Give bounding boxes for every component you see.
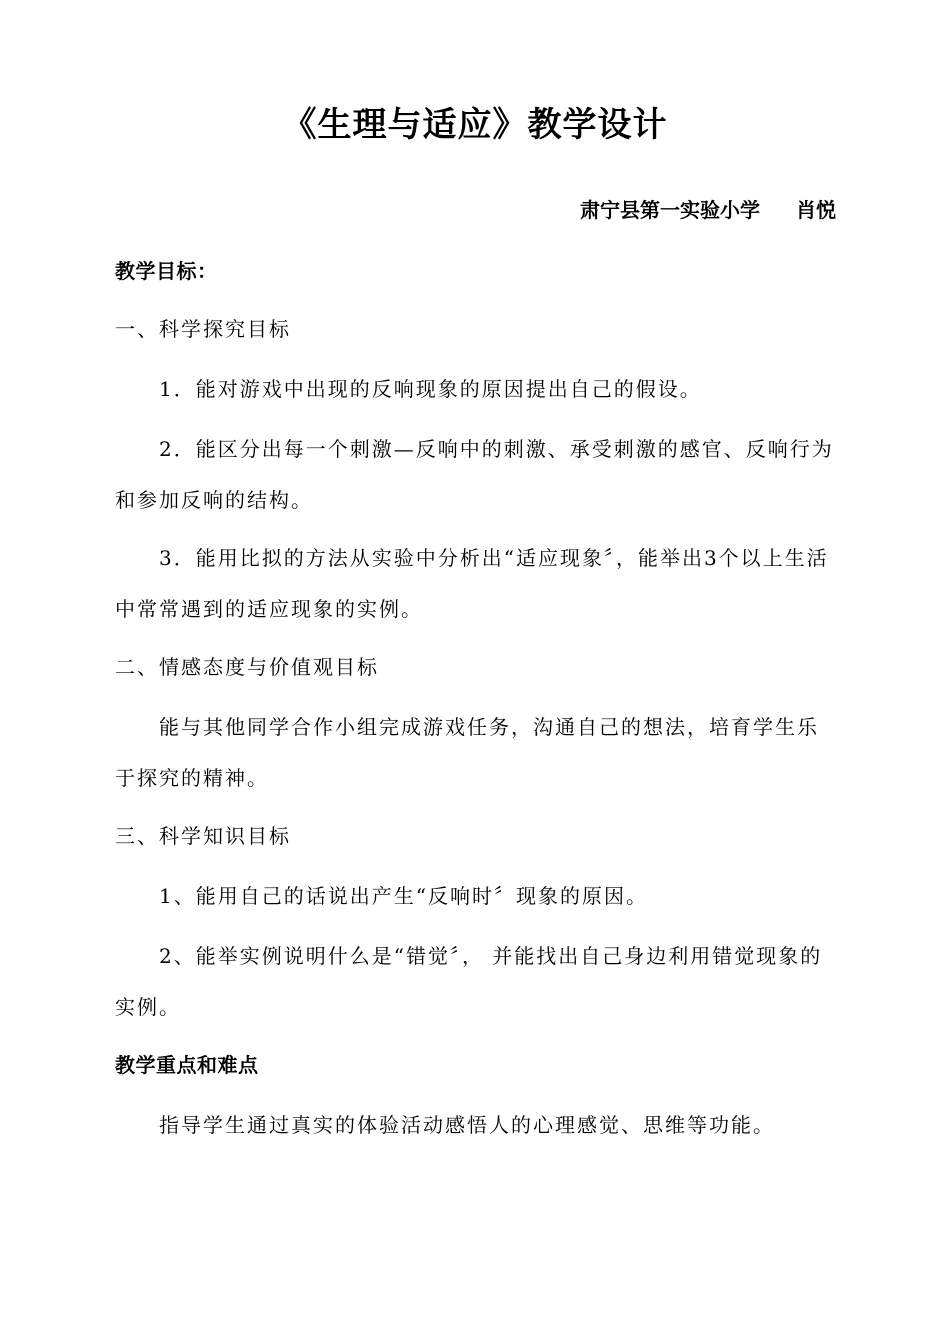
inquiry-item-1: 1．能对游戏中出现的反响现象的原因提出自己的假设。 xyxy=(159,377,702,401)
knowledge-item-2: 2、能举实例说明什么是“错觉〞， 并能找出自己身边利用错觉现象的实例。 xyxy=(115,944,823,1019)
author-line xyxy=(580,195,836,225)
emotion-heading: 二、情感态度与价值观目标 xyxy=(115,655,379,679)
document-title: 《生理与适应》教学设计 xyxy=(282,105,668,145)
emotion-item: 能与其他同学合作小组完成游戏任务，沟通自己的想法，培育学生乐于探究的精神。 xyxy=(115,715,819,790)
author-school: 肃宁县第一实验小学 xyxy=(580,198,760,222)
inquiry-item-3: 3．能用比拟的方法从实验中分析出“适应现象〞，能举出3个以上生活中常常遇到的适应现象的实例。 xyxy=(115,546,829,621)
teaching-goals-heading: 教学目标： xyxy=(115,259,218,283)
author-name: 肖悦 xyxy=(796,198,836,222)
knowledge-item-1: 1、能用自己的话说出产生“反响时〞现象的原因。 xyxy=(159,884,648,908)
inquiry-item-2: 2．能区分出每一个刺激—反响中的刺激、承受刺激的感官、反响行为和参加反响的结构。 xyxy=(115,437,834,512)
key-points-item: 指导学生通过真实的体验活动感悟人的心理感觉、思维等功能。 xyxy=(159,1113,775,1137)
science-inquiry-heading: 一、科学探究目标 xyxy=(115,317,291,341)
key-points-heading: 教学重点和难点 xyxy=(115,1053,259,1077)
knowledge-heading: 三、科学知识目标 xyxy=(115,824,291,848)
